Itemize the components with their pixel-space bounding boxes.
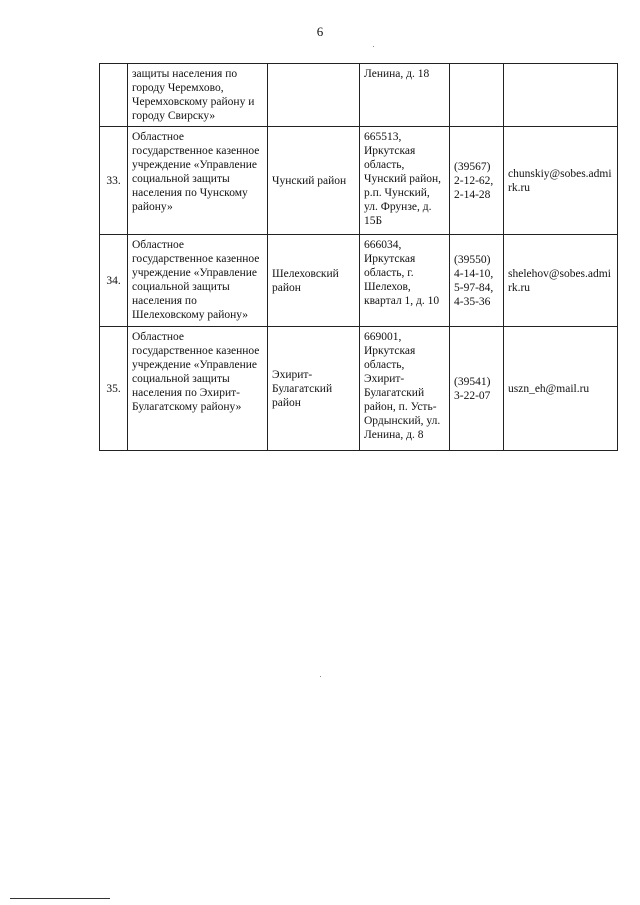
phone xyxy=(450,64,504,127)
row-number xyxy=(100,64,128,127)
bottom-rule xyxy=(10,898,110,899)
institution-name: Областное государственное казенное учреждение «Управление социальной защиты населения по Шелеховскому району» xyxy=(128,235,268,327)
district: Чунский район xyxy=(268,127,360,235)
phone: (39541) 3-22-07 xyxy=(450,327,504,451)
email: chunskiy@sobes.admirk.ru xyxy=(504,127,618,235)
email xyxy=(504,64,618,127)
institutions-table xyxy=(99,63,618,451)
address: 666034, Иркутская область, г. Шелехов, квартал 1, д. 10 xyxy=(360,235,450,327)
district: Эхирит-Булагатский район xyxy=(268,327,360,451)
phone: (39567) 2-12-62, 2-14-28 xyxy=(450,127,504,235)
address: Ленина, д. 18 xyxy=(360,64,450,127)
district: Шелеховский район xyxy=(268,235,360,327)
table-row xyxy=(100,127,618,235)
row-number: 33. xyxy=(100,127,128,235)
table-row xyxy=(100,235,618,327)
scan-speck xyxy=(320,676,321,677)
row-number: 34. xyxy=(100,235,128,327)
institution-name: Областное государственное казенное учреждение «Управление социальной защиты населения по Чунскому району» xyxy=(128,127,268,235)
table-row xyxy=(100,327,618,451)
page-number: 6 xyxy=(316,24,324,39)
institution-name: защиты населения по городу Черемхово, Черемховскому району и городу Свирску» xyxy=(128,64,268,127)
row-number: 35. xyxy=(100,327,128,451)
district xyxy=(268,64,360,127)
table-row xyxy=(100,64,618,127)
email: uszn_eh@mail.ru xyxy=(504,327,618,451)
address: 665513, Иркутская область, Чунский район, р.п. Чунский, ул. Фрунзе, д. 15Б xyxy=(360,127,450,235)
phone: (39550) 4-14-10, 5-97-84, 4-35-36 xyxy=(450,235,504,327)
email: shelehov@sobes.admirk.ru xyxy=(504,235,618,327)
scan-speck xyxy=(373,46,374,47)
institution-name: Областное государственное казенное учреждение «Управление социальной защиты населения по Эхирит-Булагатскому району» xyxy=(128,327,268,451)
address: 669001, Иркутская область, Эхирит-Булагатский район, п. Усть-Ордынский, ул. Ленина, д. 8 xyxy=(360,327,450,451)
